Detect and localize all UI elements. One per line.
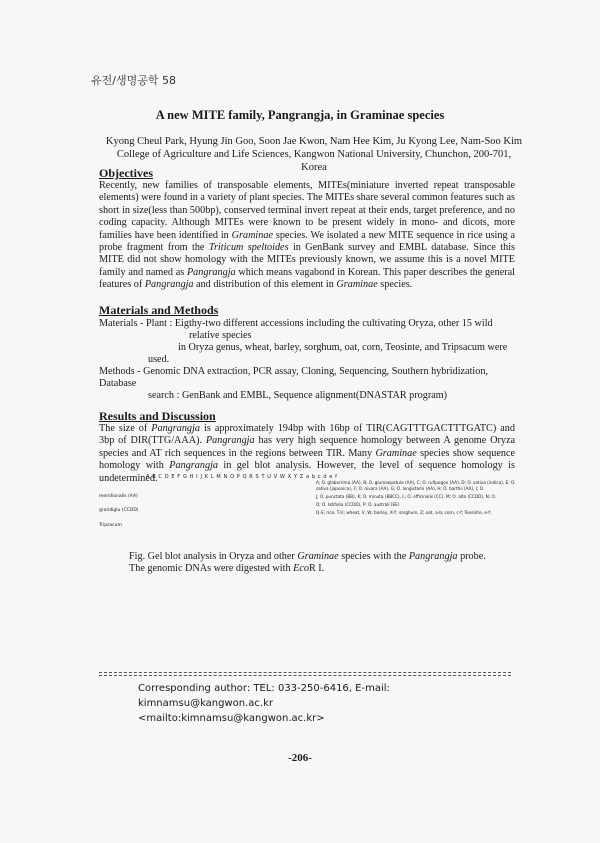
italic-run: Pangrangja <box>144 279 194 291</box>
legend-line: J; O. punctata (BB), K; O. minuta (BBCC), L; O. officinalis (CC), M; O. alta (CCDD), N; O. <box>316 493 497 499</box>
legend-line: Q-S; rice, T-U; wheat, V, W; barley, X-Y; sorghum, Z; oat, a-b; corn, c-f; Teosinte, e-f; <box>316 509 492 515</box>
text-run: has very high sequence homology between A genome Oryza species and AT rich sequences in the regions between TIR. Many <box>99 435 515 459</box>
section-tag: 유전/생명공학 58 <box>91 74 176 87</box>
italic-run: Pangrangja <box>186 266 236 278</box>
text-run: Recently, new families of transposable elements, MITEs(miniature inverted repeat transposable elements) were found in a variety of plant species. The MITEs share several common features such as short in size(less than 500bp), conserved terminal invert repeat at their ends, target preference, and no coding capacity. Although MITEs were known to be present widely in mono- and dicots, more families have been identified in <box>99 180 515 241</box>
figure-caption <box>129 551 509 576</box>
text-run: Fig. Gel blot analysis in Oryza and other <box>129 551 298 562</box>
authors-block <box>104 135 524 174</box>
text-run: R I. <box>308 563 325 575</box>
italic-run: Pangrangja <box>408 551 458 562</box>
materials-plant-line: Materials - Plant : Eigthy-two different accessions including the cultivating Oryza, other 15 wild <box>99 318 493 329</box>
text-run: The size of <box>99 423 152 434</box>
correspondence-block <box>138 681 518 726</box>
italic-run: Graminae <box>336 279 378 291</box>
materials-plant-line: relative species <box>189 330 252 341</box>
italic-run: Triticum speltoides <box>208 242 289 254</box>
text-run: which means vagabond in Korean. This paper describes the general features of <box>99 266 515 291</box>
author-affiliation: College of Agriculture and Life Sciences, Kangwon National University, Chunchon, 200-701, Korea <box>116 149 512 173</box>
author-names: Kyong Cheul Park, Hyung Jin Goo, Soon Jae Kwon, Nam Hee Kim, Ju Kyong Lee, Nam-Soo Kim <box>105 136 523 147</box>
materials-plant-line: in Oryza genus, wheat, barley, sorghum, oat, corn, Teosinte, and Tripsacum were <box>178 342 508 353</box>
text-run: species. We isolated a new MITE sequence in rice using a probe fragment from the <box>99 229 515 254</box>
text-run: probe. <box>457 551 486 562</box>
text-run: The genomic DNAs were digested with <box>129 563 294 575</box>
text-run: species. <box>377 279 413 291</box>
italic-run: Eco <box>293 563 309 575</box>
text-run: is approximately 194bp with 16bp of TIR(CAGTTTGACTTTGATC) and 3bp of DIR(TTG/AAA). <box>99 423 515 447</box>
italic-run: Pangrangja <box>151 423 200 434</box>
text-run: in gel blot analysis. However, the level of sequence homology is undetermined. <box>99 460 515 484</box>
correspondence-line: Corresponding author: TEL: 033-250-6416, E-mail: kimnamsu@kangwon.ac.kr <box>138 683 390 709</box>
legend-line: A; O. glaberrima (AA), B; O. glumaepatula (AA), C; O. rufipogon (AA), D; O. sativa (indica), E; O. sativa (japonica), F; O. nivara (AA), G; O. longistami (AA), H; O. barthii (AA), I; O. <box>316 480 516 491</box>
text-run: in GenBank survey and EMBL database. Since this MITE did not show homology with the MITEs previously known, we assume this is a novel MITE family and named as <box>99 242 515 278</box>
dashed-divider <box>99 675 511 676</box>
gel-lane-letters: A B C D E F G H I J K L M N O P Q R S T U V W X Y Z a b c d e f <box>146 474 338 480</box>
italic-run: Pangrangja <box>169 460 218 472</box>
italic-run: Pangrangja <box>205 435 255 447</box>
caption-line <box>129 563 509 575</box>
text-run: species with the <box>338 551 409 562</box>
dashed-divider <box>99 672 511 673</box>
methods-line: Methods - Genomic DNA extraction, PCR assay, Cloning, Sequencing, Southern hybridization, <box>99 366 488 377</box>
italic-run: Graminae <box>375 447 417 459</box>
objectives-heading: Objectives <box>99 166 153 180</box>
results-heading: Results and Discussion <box>99 409 216 423</box>
caption-line <box>129 551 509 563</box>
gel-row-label: meridionalis (AA) <box>99 494 138 499</box>
italic-run: Graminae <box>297 551 339 562</box>
gel-row-label: Tripsacum <box>99 523 122 528</box>
legend-line: O; O. latifolia (CCDD), P; O. australi (EE) <box>316 501 400 507</box>
gel-row-label: grandiglu (CCDD) <box>99 508 139 513</box>
methods-line: Database <box>99 378 137 389</box>
methods-search-line: search : GenBank and EMBL, Sequence alignment(DNASTAR program) <box>148 390 448 401</box>
page-number: -206- <box>288 752 312 764</box>
methods-heading: Materials and Methods <box>99 303 219 317</box>
figure-legend <box>316 480 526 518</box>
correspondence-mailto: <mailto:kimnamsu@kangwon.ac.kr> <box>138 713 325 724</box>
text-run: and distribution of this element in <box>193 279 337 291</box>
paper-title: A new MITE family, Pangrangja, in Graminae species <box>155 108 445 122</box>
objectives-paragraph <box>99 180 515 292</box>
text-run: species show sequence homology with <box>99 447 515 472</box>
italic-run: Graminae <box>231 229 273 241</box>
materials-plant-line: used. <box>148 354 170 365</box>
